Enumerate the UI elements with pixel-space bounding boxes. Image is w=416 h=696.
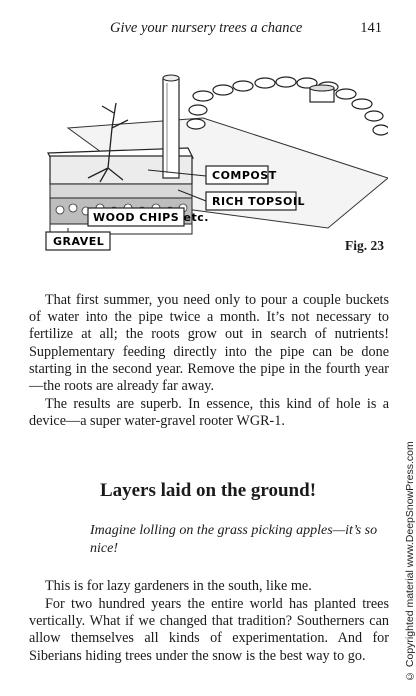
page-header	[0, 20, 416, 40]
label-gravel: GRAVEL	[53, 235, 105, 248]
paragraph-3: This is for lazy gardeners in the south, like me.	[45, 578, 312, 594]
label-wood-chips: WOOD CHIPS etc.	[93, 211, 209, 224]
paragraph-4: For two hundred years the entire world has planted trees vertically. What if we changed that tradition? Southerners can allow themselves all kinds of experimentation. And for Siberians hiding trees under the snow is the best way to go.	[29, 596, 389, 664]
label-topsoil: RICH TOPSOIL	[212, 195, 305, 208]
label-compost: COMPOST	[212, 169, 277, 182]
epigraph: Imagine lolling on the grass picking apples—it’s so nice!	[90, 523, 378, 556]
topsoil-layer	[50, 184, 192, 198]
bucket	[310, 85, 334, 102]
planting-hole-illustration	[28, 58, 388, 268]
watering-pipe	[163, 75, 179, 178]
running-title: Give your nursery trees a chance	[110, 20, 303, 36]
paragraph-2: The results are superb. In essence, this kind of hole is a device—a super water-gravel rooter WGR-1.	[29, 396, 389, 430]
figure-caption: Fig. 23	[345, 238, 384, 253]
paragraph-1: That first summer, you need only to pour a couple buckets of water into the pipe twice a month. It’s not necessary to fertilize at all; the roots grow out in search of nutrients! Supplementary feeding directly into the pipe can be done starting in the second year. Remove the pipe in the fourth year—the roots are already far away.	[29, 292, 389, 395]
copyright-side-note: © Copyrighted material www.DeepSnowPress.com	[404, 441, 416, 682]
section-title: Layers laid on the ground!	[99, 480, 317, 501]
planting-hole-drawing	[28, 58, 388, 268]
page-number: 141	[360, 20, 382, 36]
